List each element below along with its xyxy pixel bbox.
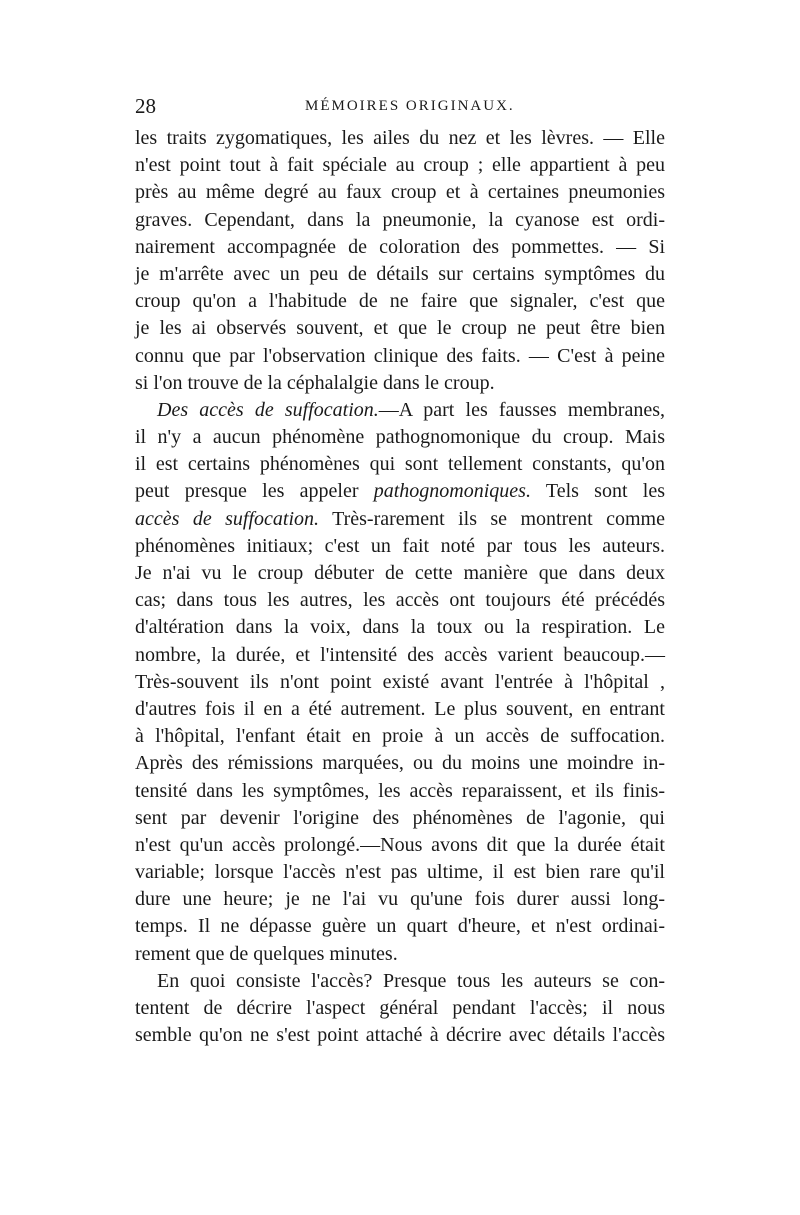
page-header <box>135 94 665 124</box>
italic-term: accès de suffocation. <box>135 507 320 530</box>
body-text <box>135 125 665 1049</box>
running-title: MÉMOIRES ORIGINAUX. <box>305 98 515 114</box>
text-line: Je n'ai vu le croup débuter de cette manière que dans deux <box>135 562 665 584</box>
text-line: d'autres fois il en a été autrement. Le plus souvent, en entrant <box>135 697 665 720</box>
text-line: rement que de quelques minutes. <box>135 942 398 965</box>
text-line: cas; dans tous les autres, les accès ont toujours été précédés <box>135 589 665 612</box>
text-line: je les ai observés souvent, et que le croup ne peut être bien <box>135 317 665 340</box>
text-line: si l'on trouve de la céphalalgie dans le croup. <box>135 371 495 394</box>
text-line: je m'arrête avec un peu de détails sur certains symptômes du <box>135 262 665 285</box>
paragraph-opening-line <box>135 397 665 424</box>
text-line <box>135 478 665 505</box>
text-line: phénomènes initiaux; c'est un fait noté par tous les auteurs. <box>135 534 665 557</box>
text-line: tentent de décrire l'aspect général pendant l'accès; il nous <box>135 997 665 1019</box>
text-line: sent par devenir l'origine des phénomènes de l'agonie, qui <box>135 806 665 829</box>
text-line: d'altération dans la voix, dans la toux ou la respiration. Le <box>135 616 665 639</box>
text-line: temps. Il ne dépasse guère un quart d'heure, et n'est ordinai- <box>135 915 665 938</box>
text-line: croup qu'on a l'habitude de ne faire que signaler, c'est que <box>135 290 665 313</box>
text-fragment: Tels sont les <box>530 480 665 503</box>
text-line: n'est qu'un accès prolongé.—Nous avons dit que la durée était <box>135 833 665 856</box>
text-line: graves. Cependant, dans la pneumonie, la cyanose est ordi- <box>135 208 665 231</box>
text-line: En quoi consiste l'accès? Presque tous les auteurs se con- <box>157 969 665 992</box>
text-line: il n'y a aucun phénomène pathognomonique du croup. Mais <box>135 426 665 449</box>
text-line: dure une heure; je ne l'ai vu qu'une fois durer aussi long- <box>135 888 665 911</box>
section-heading-italic: Des accès de suffocation. <box>157 398 379 421</box>
text-line: à l'hôpital, l'enfant était en proie à un accès de suffocation. <box>135 725 665 748</box>
text-fragment: peut presque les appeler <box>135 480 374 503</box>
text-fragment: —A part les fausses membranes, <box>378 398 666 421</box>
text-line: n'est point tout à fait spéciale au croup ; elle appartient à peu <box>135 154 665 177</box>
text-line: variable; lorsque l'accès n'est pas ultime, il est bien rare qu'il <box>135 861 665 884</box>
text-line: les traits zygomatiques, les ailes du nez et les lèvres. — Elle <box>135 127 665 149</box>
text-fragment: Très-rarement ils se montrent comme <box>319 507 665 530</box>
text-line: connu que par l'observation clinique des faits. — C'est à peine <box>135 344 665 367</box>
page-number: 28 <box>135 94 156 118</box>
text-line: semble qu'on ne s'est point attaché à décrire avec détails l'accès <box>135 1024 665 1047</box>
italic-term: pathognomoniques. <box>373 480 531 503</box>
text-line: nombre, la durée, et l'intensité des accès varient beaucoup.— <box>135 643 665 666</box>
text-line: nairement accompagnée de coloration des pommettes. — Si <box>135 235 665 258</box>
text-line <box>135 506 665 533</box>
text-line: Après des rémissions marquées, ou du moins une moindre in- <box>135 752 665 775</box>
text-line: il est certains phénomènes qui sont tellement constants, qu'on <box>135 453 665 476</box>
text-line: près au même degré au faux croup et à certaines pneumonies <box>135 181 665 204</box>
text-line: Très-souvent ils n'ont point existé avant l'entrée à l'hôpital , <box>135 670 665 693</box>
text-line: tensité dans les symptômes, les accès reparaissent, et ils finis- <box>135 779 665 802</box>
